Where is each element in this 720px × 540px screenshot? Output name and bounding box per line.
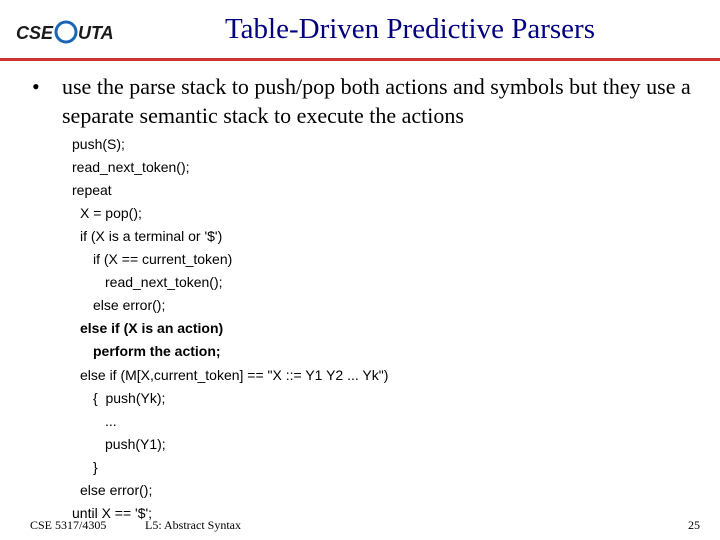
- code-line: X = pop();: [80, 205, 142, 221]
- code-line: else if (M[X,current_token] == "X ::= Y1 Y2 ... Yk"): [80, 367, 389, 383]
- footer-lecture: L5: Abstract Syntax: [145, 518, 241, 532]
- cse-uta-logo: [16, 18, 116, 46]
- footer-page-number: 25: [688, 518, 700, 532]
- code-line: read_next_token();: [105, 274, 223, 290]
- svg-text:CSE: CSE: [16, 23, 54, 43]
- code-line: if (X is a terminal or '$'): [80, 228, 223, 244]
- code-line: { push(Yk);: [93, 390, 166, 406]
- code-line: if (X == current_token): [93, 251, 233, 267]
- svg-text:UTA: UTA: [78, 23, 114, 43]
- code-line: until X == '$';: [72, 505, 153, 521]
- title-divider: [0, 58, 720, 61]
- code-line: }: [93, 459, 98, 475]
- code-line: push(S);: [72, 136, 125, 152]
- code-line: read_next_token();: [72, 159, 190, 175]
- code-line: else error();: [93, 297, 166, 313]
- code-line: repeat: [72, 182, 112, 198]
- code-line: ...: [105, 413, 117, 429]
- bullet-glyph: •: [32, 74, 40, 99]
- slide-title: Table-Driven Predictive Parsers: [224, 13, 595, 45]
- code-line: push(Y1);: [105, 436, 166, 452]
- footer-course: CSE 5317/4305: [30, 518, 107, 532]
- bullet-text: use the parse stack to push/pop both actions and symbols but they use a separate semantic stack to execute the actions: [62, 74, 691, 128]
- code-line-action: else if (X is an action): [80, 320, 224, 336]
- code-line-action: perform the action;: [93, 343, 221, 359]
- code-line: else error();: [80, 482, 153, 498]
